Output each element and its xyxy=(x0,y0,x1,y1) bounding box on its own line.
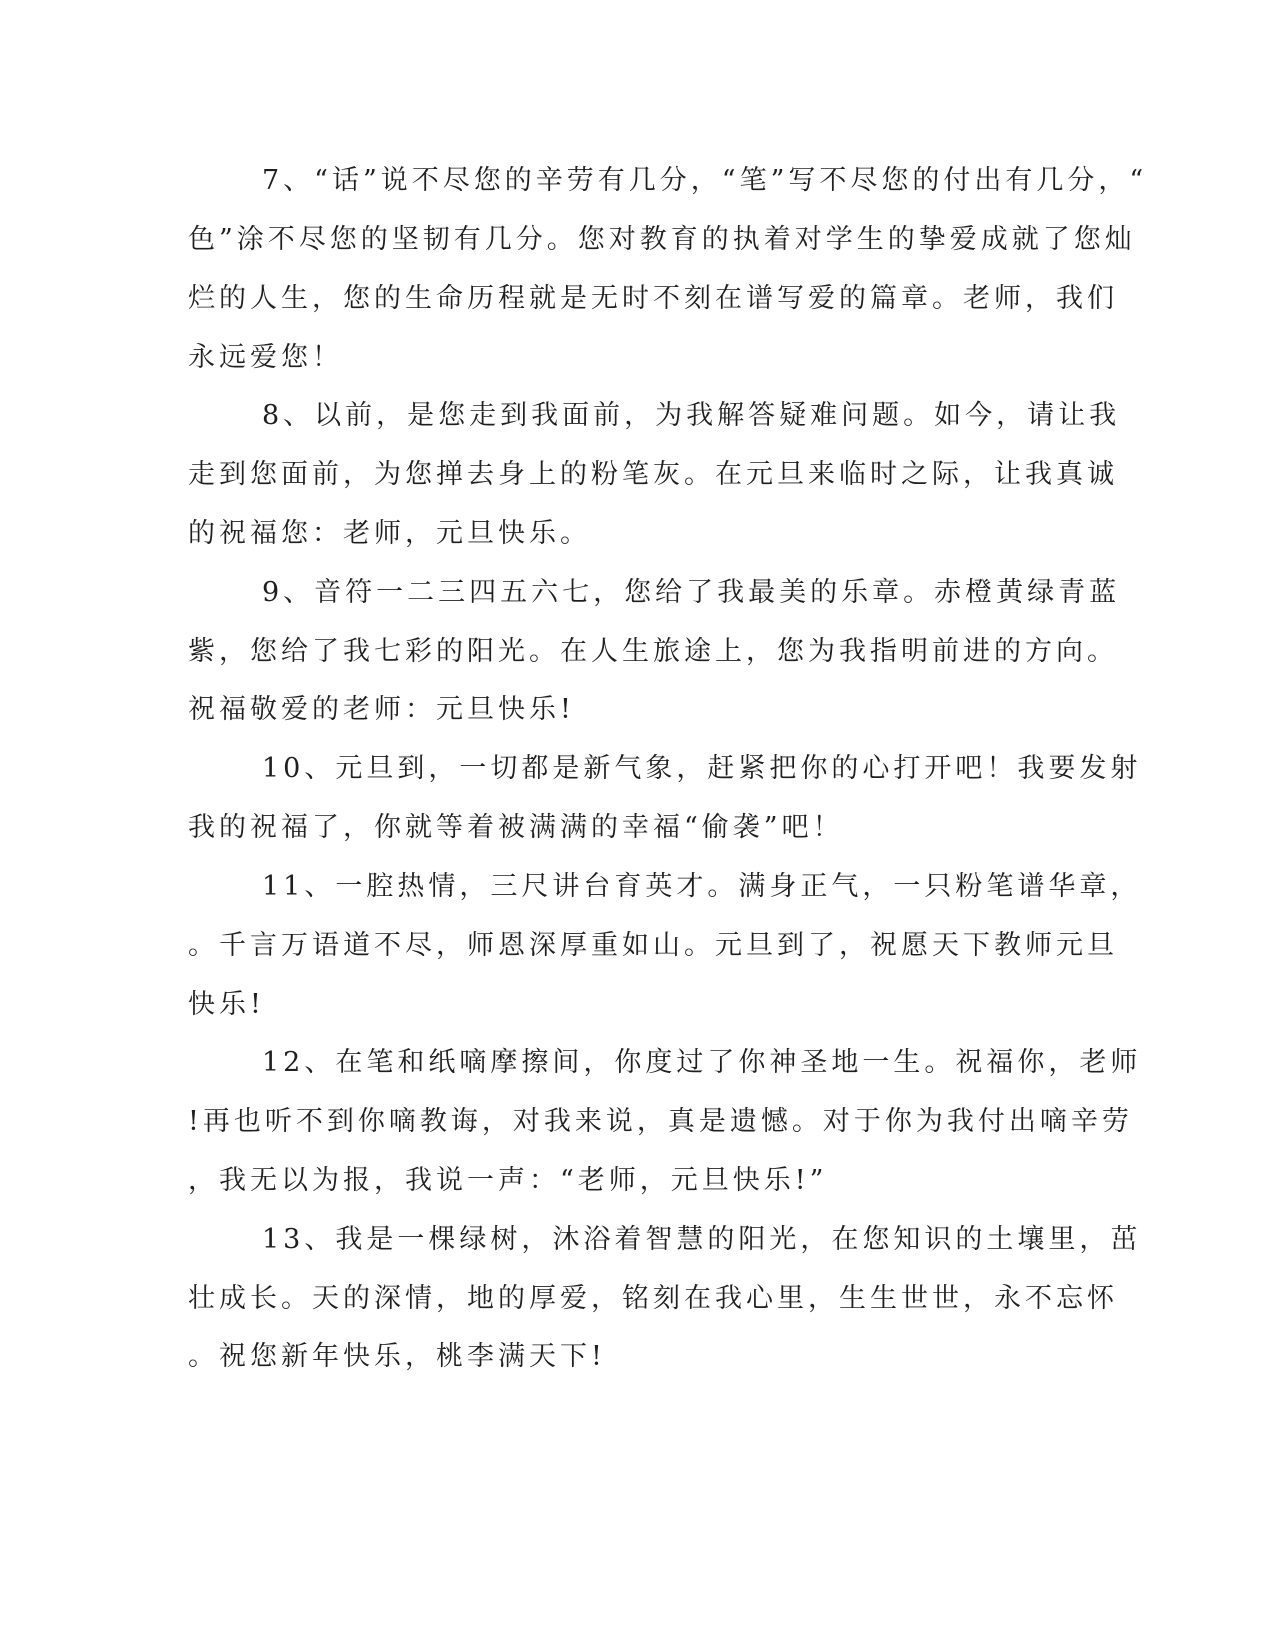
paragraph-10-line-2: 我的祝福了，你就等着被满满的幸福“偷袭”吧！ xyxy=(188,812,844,843)
paragraph-7-line-1: 7、“话”说不尽您的辛劳有几分，“笔”写不尽您的付出有几分，“ xyxy=(262,165,1148,196)
paragraph-11-line-3: 快乐! xyxy=(188,989,265,1020)
paragraph-11-line-2: 。千言万语道不尽，师恩深厚重如山。元旦到了，祝愿天下教师元旦 xyxy=(188,930,1118,961)
paragraph-7-line-2: 色”涂不尽您的坚韧有几分。您对教育的执着对学生的挚爱成就了您灿 xyxy=(188,224,1136,255)
paragraph-9-line-2: 紫，您给了我七彩的阳光。在人生旅途上，您为我指明前进的方向。 xyxy=(188,636,1118,667)
paragraph-8-line-1: 8、以前，是您走到我面前，为我解答疑难问题。如今，请让我 xyxy=(262,400,1121,431)
paragraph-13-line-1: 13、我是一棵绿树，沐浴着智慧的阳光，在您知识的土壤里，茁 xyxy=(262,1224,1142,1255)
paragraph-12-line-1: 12、在笔和纸嘀摩擦间，你度过了你神圣地一生。祝福你，老师 xyxy=(262,1047,1142,1078)
paragraph-13-line-3: 。祝您新年快乐，桃李满天下! xyxy=(188,1341,606,1372)
paragraph-9-line-3: 祝福敬爱的老师：元旦快乐! xyxy=(188,694,575,725)
paragraph-9-line-1: 9、音符一二三四五六七，您给了我最美的乐章。赤橙黄绿青蓝 xyxy=(262,577,1121,608)
paragraph-11-line-1: 11、一腔热情，三尺讲台育英才。满身正气，一只粉笔谱华章， xyxy=(262,871,1142,902)
paragraph-8-line-3: 的祝福您：老师，元旦快乐。 xyxy=(188,518,591,549)
paragraph-12-line-3: ，我无以为报，我说一声：“老师，元旦快乐!” xyxy=(188,1165,828,1196)
paragraph-10-line-1: 10、元旦到，一切都是新气象，赶紧把你的心打开吧！我要发射 xyxy=(262,753,1142,784)
paragraph-7-line-4: 永远爱您！ xyxy=(188,342,343,373)
paragraph-12-line-2: !再也听不到你嘀教诲，对我来说，真是遗憾。对于你为我付出嘀辛劳 xyxy=(188,1106,1133,1137)
paragraph-7-line-3: 烂的人生，您的生命历程就是无时不刻在谱写爱的篇章。老师，我们 xyxy=(188,283,1118,314)
paragraph-13-line-2: 壮成长。天的深情，地的厚爱，铭刻在我心里，生生世世，永不忘怀 xyxy=(188,1283,1118,1314)
paragraph-8-line-2: 走到您面前，为您掸去身上的粉笔灰。在元旦来临时之际，让我真诚 xyxy=(188,459,1118,490)
